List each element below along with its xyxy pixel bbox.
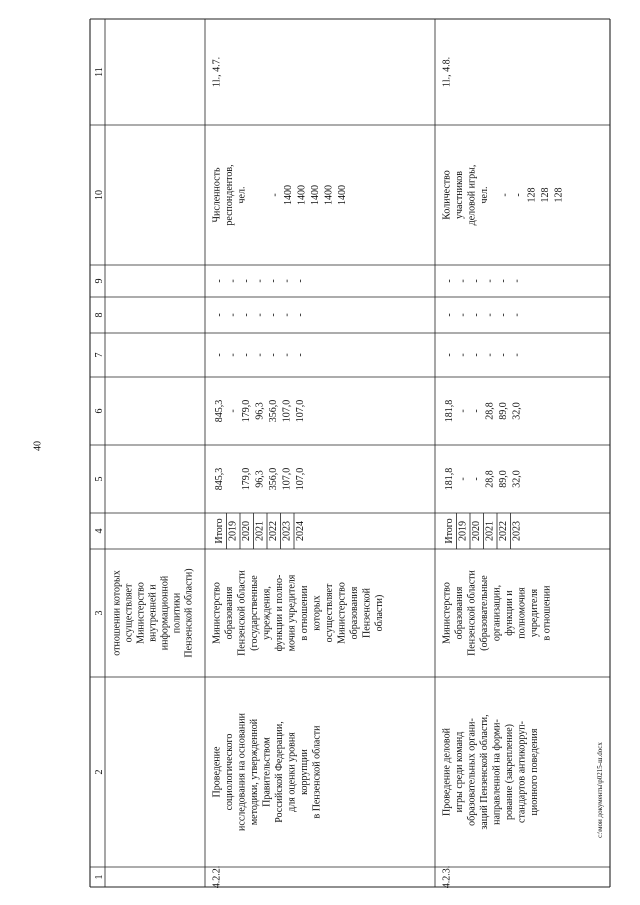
year-cell-value: 2021 [254,521,266,541]
year-cell-value: - [254,353,266,357]
executor-line: образования [348,586,360,640]
year-cell-value: - [281,279,293,283]
measure-name-line: методики, утвержденной [248,718,260,826]
indicator-label-line: чел. [478,186,490,204]
indicator-value: - [269,193,281,197]
executor-line: образования [223,586,235,640]
year-cell-value: - [511,313,523,317]
carryover-executor-line: внутренней и [147,584,159,642]
year-cell-value: - [444,279,456,283]
year-cell-value: 845,3 [214,467,226,491]
measure-name-line: исследования на основании [236,713,248,831]
carryover-executor-line: Пензенской области) [183,568,195,658]
column-header: 6 [93,408,105,414]
year-cell-value: 28,8 [484,402,496,420]
year-cell-value: - [484,279,496,283]
year-cell-value: - [444,313,456,317]
column-header: 10 [93,190,105,200]
year-cell-value: 181,8 [444,399,456,423]
task-reference: 1l., 4.8. [441,56,453,88]
year-cell-value: 2019 [457,521,469,541]
measure-name-line: Российской Федерации, [273,721,285,823]
year-cell-value: - [268,279,280,283]
executor-line: Министерство [211,582,223,644]
indicator-value: 1400 [283,185,295,205]
indicator-value: 1400 [337,185,349,205]
year-cell-value: - [295,279,307,283]
year-cell-value: 356,0 [268,467,280,491]
year-cell-value: - [295,353,307,357]
indicator-value: 1400 [310,185,322,205]
executor-line: (государственные [248,575,260,651]
year-cell-value: 179,0 [241,399,253,423]
indicator-value: 128 [540,187,552,203]
year-cell-value: 32,0 [511,470,523,488]
year-cell-value: 28,8 [484,470,496,488]
executor-line: образования [453,586,465,640]
year-cell-value: 181,8 [444,467,456,491]
year-cell-value: 2019 [227,521,239,541]
year-cell-value: 32,0 [511,402,523,420]
year-cell-value: - [498,279,510,283]
year-cell-value: 89,0 [498,470,510,488]
year-cell-value: - [227,353,239,357]
executor-line: организации, [491,584,503,642]
column-header: 2 [93,769,105,775]
year-cell-value: 845,3 [214,399,226,423]
year-cell-value: - [281,353,293,357]
indicator-label-line: Количество [441,170,453,220]
column-header: 8 [93,312,105,318]
executor-line: функции и полно- [273,574,285,652]
carryover-executor-line: Министерство [135,582,147,644]
year-cell-value: - [498,353,510,357]
year-cell-value: - [227,279,239,283]
year-cell-value: - [227,313,239,317]
year-cell-value: - [241,279,253,283]
year-cell-value: - [241,353,253,357]
year-cell-value: - [457,353,469,357]
indicator-label-line: участников [453,170,465,220]
measure-name-line: в Пензенской области [311,725,323,819]
year-cell-value: - [471,313,483,317]
measure-name-line: социологического [223,733,235,811]
measure-name-line: заций Пензенской области, [478,714,490,830]
year-cell-value: - [268,353,280,357]
year-cell-value: 356,0 [268,399,280,423]
executor-line: области) [373,594,385,632]
executor-line: в отношении [541,585,553,641]
indicator-value: 1400 [323,185,335,205]
year-cell-value: - [457,477,469,481]
year-cell-value: 2021 [484,521,496,541]
executor-line: учредителя [528,588,540,638]
measure-name-line: коррупции [298,749,310,795]
indicator-value: - [513,193,525,197]
year-cell-value: - [471,279,483,283]
year-cell-value: 107,0 [281,467,293,491]
year-cell-value: 2023 [281,521,293,541]
year-cell-value: - [457,313,469,317]
measure-name-line: Проведение [211,746,223,798]
executor-line: Пензенской области [236,570,248,656]
task-reference: 1l., 4.7. [211,56,223,88]
carryover-executor-line: политики [171,592,183,634]
measure-name-line: Правительством [261,737,273,807]
measure-name-line: ционного поведения [528,728,540,816]
table-content [90,19,610,888]
year-cell-value: Итого [214,518,226,544]
row-number: 4.2.2. [211,865,223,889]
footer-file-path: c:\мои документы\p0215-ш.docx [596,742,604,838]
column-header: 7 [93,352,105,358]
executor-line: в отношении [298,585,310,641]
executor-line: полномочия [516,587,528,639]
year-cell-value: 2022 [498,521,510,541]
year-cell-value: 107,0 [295,399,307,423]
year-cell-value: - [214,353,226,357]
executor-line: осуществляет [323,583,335,643]
executor-line: Пензенской [361,588,373,638]
indicator-value: 1400 [296,185,308,205]
carryover-executor-line: информационной [159,575,171,651]
executor-line: которых [311,595,323,631]
measure-name-line: игры среди команд [453,731,465,813]
column-header: 5 [93,476,105,482]
year-cell-value: - [254,313,266,317]
year-cell-value: 96,3 [254,470,266,488]
year-cell-value: 2020 [471,521,483,541]
year-cell-value: 2022 [268,521,280,541]
measure-name-line: Проведение деловой [441,728,453,816]
year-cell-value: - [444,353,456,357]
year-cell-value: - [457,279,469,283]
executor-line: Пензенской области [466,570,478,656]
year-cell-value: 2023 [511,521,523,541]
year-cell-value: - [471,477,483,481]
row-number: 4.2.3. [441,865,453,889]
year-cell-value: - [511,353,523,357]
year-cell-value: - [511,279,523,283]
year-cell-value: - [214,313,226,317]
year-cell-value: - [471,409,483,413]
year-cell-value: - [268,313,280,317]
year-cell-value: 2020 [241,521,253,541]
year-cell-value: - [295,313,307,317]
year-cell-value: - [484,313,496,317]
year-cell-value: 2024 [295,521,307,541]
year-cell-value: - [281,313,293,317]
column-header: 3 [93,610,105,616]
column-header: 1 [93,874,105,880]
indicator-value: - [499,193,511,197]
executor-line: функции и [503,590,515,636]
column-header: 9 [93,278,105,284]
year-cell-value: - [214,279,226,283]
year-cell-value: - [254,279,266,283]
year-cell-value: - [471,353,483,357]
column-header: 11 [93,67,105,77]
measure-name-line: рование (закрепление) [503,724,515,820]
indicator-value: 128 [553,187,565,203]
carryover-executor-line: осуществляет [123,583,135,643]
measure-name-line: направленной на форми- [491,719,503,825]
executor-line: учреждения, [261,586,273,640]
year-cell-value: 96,3 [254,402,266,420]
year-cell-value: - [457,409,469,413]
year-cell-value: 107,0 [281,399,293,423]
measure-name-line: стандартов антикорруп- [516,721,528,823]
executor-line: мочия учредителя [286,574,298,652]
year-cell-value: Итого [444,518,456,544]
year-cell-value: 179,0 [241,467,253,491]
indicator-label-line: деловой игры, [466,164,478,226]
year-cell-value: 89,0 [498,402,510,420]
year-cell-value: 107,0 [295,467,307,491]
executor-line: Министерство [336,582,348,644]
year-cell-value: - [241,313,253,317]
column-header: 4 [93,528,105,534]
carryover-executor-line: отношении которых [111,570,123,656]
indicator-label-line: Численность [211,167,223,223]
indicator-label-line: респондентов, [223,164,235,226]
year-cell-value: - [498,313,510,317]
measure-name-line: для оценки уровня [286,732,298,812]
page-number: 40 [32,441,44,451]
executor-line: Министерство [441,582,453,644]
executor-line: (образовательные [478,575,490,651]
indicator-value: 128 [526,187,538,203]
measure-name-line: образовательных органи- [466,718,478,826]
indicator-label-line: чел. [236,186,248,204]
year-cell-value: - [484,353,496,357]
year-cell-value: - [227,409,239,413]
